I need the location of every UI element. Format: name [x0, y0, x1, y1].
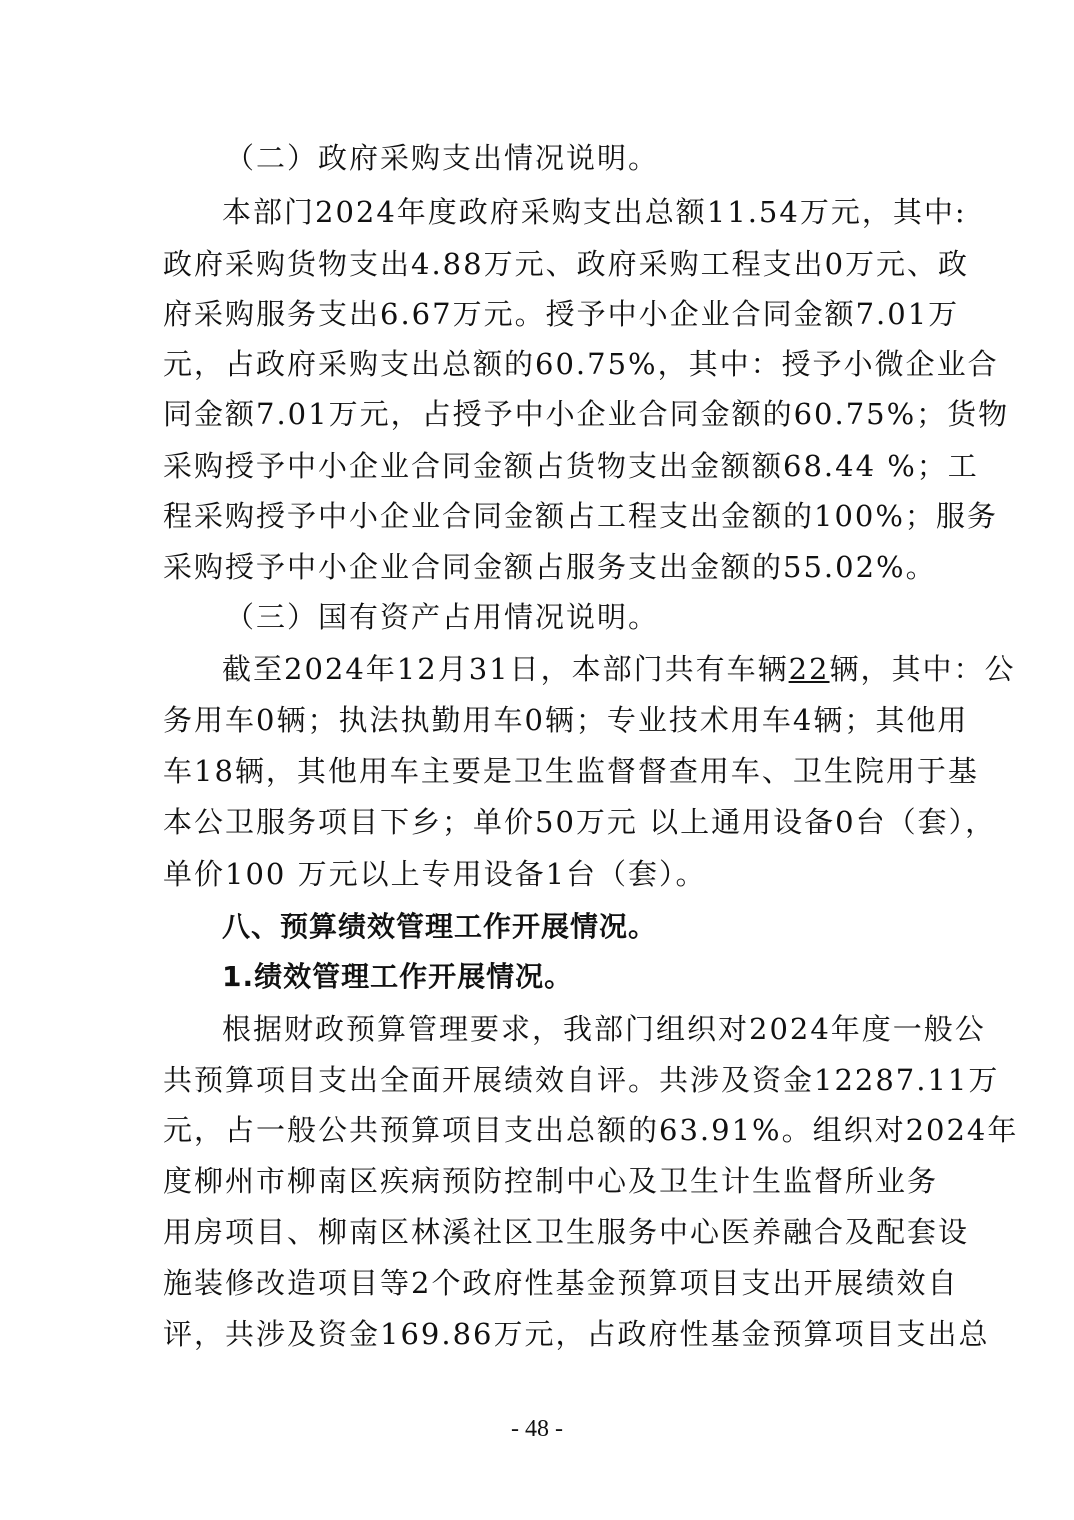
- paragraph-line: 元，占政府采购支出总额的60.75%，其中：授予小微企业合: [163, 347, 999, 381]
- paragraph-line: 施装修改造项目等2个政府性基金预算项目支出开展绩效自: [163, 1266, 959, 1300]
- paragraph-line: 元，占一般公共预算项目支出总额的63.91%。组织对2024年: [163, 1113, 1019, 1147]
- paragraph-line: 本公卫服务项目下乡；单价50万元 以上通用设备0台（套），: [163, 805, 997, 839]
- page-number: - 48 -: [511, 1416, 563, 1442]
- paragraph-line: 采购授予中小企业合同金额占货物支出金额额68.44 %；工: [163, 449, 979, 483]
- paragraph-line: 根据财政预算管理要求，我部门组织对2024年度一般公: [222, 1012, 986, 1046]
- paragraph-line: 度柳州市柳南区疾病预防控制中心及卫生计生监督所业务: [163, 1164, 939, 1198]
- paragraph-line: 本部门2024年度政府采购支出总额11.54万元，其中:: [222, 195, 967, 229]
- subsection-heading-performance-work: 1.绩效管理工作开展情况。: [222, 960, 574, 993]
- paragraph-line: 单价100 万元以上专用设备1台（套）。: [163, 857, 707, 891]
- section-heading-government-procurement: （二）政府采购支出情况说明。: [225, 141, 660, 175]
- paragraph-text: 辆，其中：公: [829, 652, 1016, 686]
- paragraph-line: [222, 643, 1016, 695]
- vehicle-count-underlined: 22: [788, 652, 830, 686]
- paragraph-line: 政府采购货物支出4.88万元、政府采购工程支出0万元、政: [163, 247, 970, 281]
- section-heading-budget-performance: 八、预算绩效管理工作开展情况。: [222, 910, 658, 943]
- paragraph-line: 务用车0辆；执法执勤用车0辆；专业技术用车4辆；其他用: [163, 703, 969, 737]
- section-heading-state-assets: （三）国有资产占用情况说明。: [225, 600, 660, 634]
- paragraph-line: 同金额7.01万元，占授予中小企业合同金额的60.75%；货物: [163, 397, 1010, 431]
- paragraph-line: 程采购授予中小企业合同金额占工程支出金额的100%；服务: [163, 499, 998, 533]
- paragraph-text: 截至2024年12月31日，本部门共有车辆: [222, 652, 789, 686]
- paragraph-line: 府采购服务支出6.67万元。授予中小企业合同金额7.01万: [163, 297, 960, 331]
- paragraph-line: 车18辆，其他用车主要是卫生监督督查用车、卫生院用于基: [163, 754, 979, 788]
- paragraph-line: 用房项目、柳南区林溪社区卫生服务中心医养融合及配套设: [163, 1215, 970, 1249]
- paragraph-line: 共预算项目支出全面开展绩效自评。共涉及资金12287.11万: [163, 1063, 1000, 1097]
- paragraph-line: 评，共涉及资金169.86万元，占政府性基金预算项目支出总: [163, 1317, 990, 1351]
- paragraph-line: 采购授予中小企业合同金额占服务支出金额的55.02%。: [163, 550, 937, 584]
